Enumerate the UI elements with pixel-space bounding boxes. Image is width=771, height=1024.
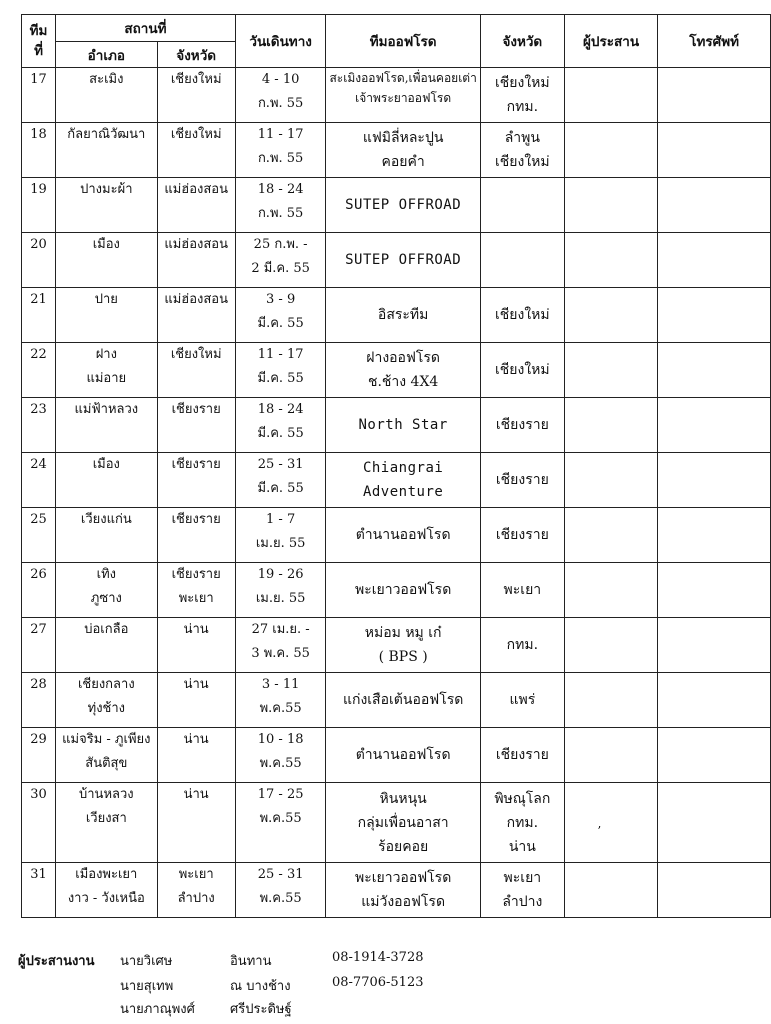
cell-line: เชียงราย	[495, 472, 549, 488]
cell-line: 11 - 17	[257, 127, 304, 142]
team-province-cell	[480, 783, 564, 863]
cell-line: 11 - 17	[257, 347, 304, 362]
cell-line: ตำนานออฟโรด	[355, 747, 451, 763]
cell-line: 19 - 26	[257, 567, 304, 582]
team-number: 21	[30, 292, 47, 307]
team-number-cell	[22, 508, 56, 563]
province-cell	[157, 123, 235, 178]
cell-line: เชียงใหม่	[495, 75, 550, 91]
phone-cell	[658, 178, 771, 233]
district-cell	[56, 563, 157, 618]
travel-date-cell	[235, 68, 326, 123]
phone-cell	[658, 618, 771, 673]
travel-date-cell	[235, 453, 326, 508]
district-cell	[56, 123, 157, 178]
team-number: 19	[30, 182, 47, 197]
team-number: 26	[30, 567, 47, 582]
cell-line: มี.ค. 55	[257, 316, 304, 331]
phone-cell	[658, 288, 771, 343]
cell-line: 1 - 7	[266, 512, 296, 527]
team-number: 25	[30, 512, 47, 527]
cell-line: พะเยาวออฟโรด	[354, 582, 452, 598]
header-team-no: ทีม ที่	[22, 15, 56, 68]
travel-date-cell	[235, 288, 326, 343]
cell-line: 10 - 18	[257, 732, 304, 747]
cell-line: 25 - 31	[257, 867, 304, 882]
team-number-cell	[22, 178, 56, 233]
team-province-cell	[480, 618, 564, 673]
cell-line: เชียงกลาง	[77, 677, 135, 692]
coordinator-cell	[564, 233, 657, 288]
travel-date-cell	[235, 343, 326, 398]
cell-line: เชียงใหม่	[170, 72, 222, 87]
offroad-team-cell	[326, 178, 480, 233]
header-district: อำเภอ	[56, 42, 157, 68]
offroad-team-cell	[326, 508, 480, 563]
offroad-team-cell	[326, 563, 480, 618]
phone-cell	[658, 453, 771, 508]
cell-line: มี.ค. 55	[257, 371, 304, 386]
district-cell	[56, 288, 157, 343]
team-number-cell	[22, 343, 56, 398]
coordinator-last-name: ศรีประดิษฐ์	[230, 1002, 292, 1017]
cell-line: Chiangrai	[362, 460, 444, 476]
cell-line: น่าน	[183, 732, 209, 747]
team-number-cell	[22, 68, 56, 123]
coordinator-cell	[564, 563, 657, 618]
table-row	[22, 783, 771, 863]
coordinator-cell	[564, 343, 657, 398]
travel-date-cell	[235, 863, 326, 918]
team-number: 31	[30, 867, 47, 882]
province-cell	[157, 673, 235, 728]
province-cell	[157, 618, 235, 673]
travel-date-cell	[235, 508, 326, 563]
table-row	[22, 398, 771, 453]
phone-cell	[658, 68, 771, 123]
province-cell	[157, 398, 235, 453]
table-row	[22, 728, 771, 783]
cell-line: กทม.	[506, 637, 539, 653]
cell-line: แม่วังออฟโรด	[361, 894, 446, 910]
table-row	[22, 563, 771, 618]
header-coordinator: ผู้ประสาน	[564, 15, 657, 68]
team-number-cell	[22, 783, 56, 863]
cell-line: ปาย	[94, 292, 118, 307]
cell-line: 25 ก.พ. -	[253, 237, 308, 252]
team-province-cell	[480, 563, 564, 618]
district-cell	[56, 728, 157, 783]
team-number-cell	[22, 398, 56, 453]
coordinator-last-name: ณ บางช้าง	[230, 979, 291, 994]
cell-line: ลำปาง	[177, 891, 215, 906]
table-row	[22, 673, 771, 728]
province-cell	[157, 233, 235, 288]
cell-line: ฝางออฟโรด	[366, 350, 441, 366]
team-number-cell	[22, 123, 56, 178]
district-cell	[56, 178, 157, 233]
team-number: 29	[30, 732, 47, 747]
cell-line: SUTEP OFFROAD	[345, 197, 462, 213]
coordinator-cell	[564, 178, 657, 233]
cell-line: มี.ค. 55	[257, 426, 304, 441]
cell-line: ช.ช้าง 4X4	[367, 374, 439, 390]
travel-date-cell	[235, 563, 326, 618]
phone-cell	[658, 563, 771, 618]
cell-line: เชียงใหม่	[170, 347, 222, 362]
cell-line: ปางมะผ้า	[80, 182, 133, 197]
cell-line: พ.ค.55	[259, 701, 302, 716]
cell-line: น่าน	[183, 677, 209, 692]
province-cell	[157, 178, 235, 233]
cell-line: 18 - 24	[257, 402, 304, 417]
cell-line: เมือง	[92, 237, 120, 252]
table-row	[22, 618, 771, 673]
phone-cell	[658, 783, 771, 863]
cell-line: พะเยา	[503, 870, 542, 886]
cell-line: ตำนานออฟโรด	[355, 527, 451, 543]
team-province-cell	[480, 343, 564, 398]
travel-date-cell	[235, 233, 326, 288]
province-cell	[157, 863, 235, 918]
district-cell	[56, 233, 157, 288]
team-province-cell	[480, 863, 564, 918]
cell-line: ก.พ. 55	[257, 206, 304, 221]
coordinators-label: ผู้ประสานงาน	[18, 954, 95, 969]
cell-line: ก.พ. 55	[257, 151, 304, 166]
cell-line: ทุ่งช้าง	[87, 701, 126, 716]
cell-line: พิษณุโลก	[494, 790, 551, 807]
cell-line: North Star	[358, 417, 448, 433]
travel-date-cell	[235, 618, 326, 673]
offroad-team-cell	[326, 123, 480, 178]
cell-line: เจ้าพระยาออฟโรด	[355, 91, 452, 105]
cell-line: ก.พ. 55	[257, 96, 304, 111]
cell-line: พะเยา	[178, 591, 214, 606]
district-cell	[56, 453, 157, 508]
district-cell	[56, 68, 157, 123]
team-number: 18	[30, 127, 47, 142]
cell-line: สะเมิงออฟโรด,เพื่อนคอยเต่า	[329, 71, 477, 85]
table-row	[22, 178, 771, 233]
cell-line: อิสระทีม	[377, 307, 429, 323]
cell-line: เชียงใหม่	[495, 362, 550, 378]
header-place: สถานที่	[56, 15, 236, 42]
cell-line: เวียงสา	[85, 811, 127, 826]
coordinator-cell	[564, 673, 657, 728]
cell-line: พ.ค.55	[259, 891, 302, 906]
cell-line: พะเยา	[178, 867, 214, 882]
travel-date-cell	[235, 398, 326, 453]
team-number: 20	[30, 237, 47, 252]
cell-line: สันติสุข	[85, 756, 128, 771]
cell-line: หินหนุน	[379, 790, 427, 807]
cell-line: พะเยาวออฟโรด	[354, 870, 452, 886]
cell-line: ( BPS )	[378, 649, 428, 665]
cell-line: แม่อาย	[86, 371, 127, 386]
cell-line: เมือง	[92, 457, 120, 472]
cell-line: บ่อเกลือ	[84, 622, 129, 637]
cell-line: ร้อยคอย	[378, 838, 429, 855]
cell-line: แพร่	[509, 692, 536, 708]
cell-line: 3 - 11	[261, 677, 300, 692]
phone-cell	[658, 863, 771, 918]
table-row	[22, 123, 771, 178]
offroad-team-cell	[326, 453, 480, 508]
table-row	[22, 863, 771, 918]
cell-line: เชียงใหม่	[495, 307, 550, 323]
cell-line: 3 พ.ค. 55	[251, 646, 310, 661]
header-phone: โทรศัพท์	[658, 15, 771, 68]
cell-line: เชียงราย	[171, 512, 221, 527]
team-province-cell	[480, 178, 564, 233]
coordinator-cell	[564, 68, 657, 123]
cell-line: น่าน	[183, 622, 209, 637]
cell-line: กัลยาณิวัฒนา	[67, 127, 146, 142]
team-number-cell	[22, 618, 56, 673]
cell-line: แม่ฮ่องสอน	[164, 237, 228, 252]
cell-line: เวียงแก่น	[80, 512, 132, 527]
cell-line: ภูซาง	[90, 591, 122, 606]
cell-line: พ.ค.55	[259, 811, 302, 826]
cell-line: เชียงใหม่	[495, 154, 550, 170]
phone-cell	[658, 728, 771, 783]
cell-line: เทิง	[96, 567, 116, 582]
team-province-cell	[480, 508, 564, 563]
table-row	[22, 508, 771, 563]
team-province-cell	[480, 453, 564, 508]
cell-line: เชียงราย	[495, 417, 549, 433]
team-number: 23	[30, 402, 47, 417]
cell-line: ลำปาง	[502, 894, 543, 910]
cell-line: แม่ฮ่องสอน	[164, 182, 228, 197]
cell-line: 17 - 25	[257, 787, 304, 802]
team-province-cell	[480, 288, 564, 343]
cell-line: แม่จริม - ภูเพียง	[62, 732, 151, 747]
district-cell	[56, 508, 157, 563]
team-number-cell	[22, 288, 56, 343]
district-cell	[56, 398, 157, 453]
table-row	[22, 233, 771, 288]
offroad-team-cell	[326, 783, 480, 863]
offroad-team-cell	[326, 398, 480, 453]
header-team-province: จังหวัด	[480, 15, 564, 68]
cell-line: เชียงราย	[171, 402, 221, 417]
offroad-team-cell	[326, 288, 480, 343]
cell-line: มี.ค. 55	[257, 481, 304, 496]
offroad-team-cell	[326, 233, 480, 288]
table-row	[22, 288, 771, 343]
coordinator-cell	[564, 783, 657, 863]
cell-line: เม.ย. 55	[255, 591, 306, 606]
coordinator-cell	[564, 618, 657, 673]
team-number: 17	[30, 72, 47, 87]
team-number: 22	[30, 347, 47, 362]
phone-cell	[658, 673, 771, 728]
coordinator-phone: 08-1914-3728	[332, 950, 424, 965]
travel-date-cell	[235, 178, 326, 233]
offroad-team-cell	[326, 863, 480, 918]
district-cell	[56, 618, 157, 673]
coordinator-cell	[564, 123, 657, 178]
team-number-cell	[22, 233, 56, 288]
cell-line: เชียงราย	[171, 567, 221, 582]
cell-line: กทม.	[506, 814, 539, 831]
team-number: 30	[30, 787, 47, 802]
team-number-cell	[22, 453, 56, 508]
cell-line: บ้านหลวง	[79, 787, 134, 802]
cell-line: ลำพูน	[504, 130, 540, 146]
team-province-cell	[480, 123, 564, 178]
cell-line: พ.ค.55	[259, 756, 302, 771]
cell-line: 2 มี.ค. 55	[251, 261, 310, 276]
phone-cell	[658, 123, 771, 178]
cell-line: Adventure	[362, 484, 444, 500]
cell-line: แม่ฮ่องสอน	[164, 292, 228, 307]
table-row	[22, 453, 771, 508]
province-cell	[157, 68, 235, 123]
table-row	[22, 343, 771, 398]
cell-line: SUTEP OFFROAD	[345, 252, 462, 268]
team-number: 28	[30, 677, 47, 692]
travel-date-cell	[235, 673, 326, 728]
offroad-team-cell	[326, 728, 480, 783]
coordinator-last-name: อินทาน	[230, 954, 272, 969]
district-cell	[56, 673, 157, 728]
cell-line: 3 - 9	[266, 292, 296, 307]
province-cell	[157, 453, 235, 508]
team-province-cell	[480, 68, 564, 123]
team-province-cell	[480, 673, 564, 728]
province-cell	[157, 783, 235, 863]
team-number-cell	[22, 863, 56, 918]
coordinator-first-name: นายวิเศษ	[120, 954, 173, 969]
team-number: 24	[30, 457, 47, 472]
travel-date-cell	[235, 123, 326, 178]
cell-line: พะเยา	[503, 582, 542, 598]
district-cell	[56, 343, 157, 398]
team-number-cell	[22, 563, 56, 618]
offroad-team-cell	[326, 673, 480, 728]
travel-date-cell	[235, 783, 326, 863]
team-number-cell	[22, 728, 56, 783]
coordinator-first-name: นายภาณุพงศ์	[120, 1002, 195, 1017]
cell-line: เม.ย. 55	[255, 536, 306, 551]
stray-mark: ʼ	[597, 824, 601, 838]
province-cell	[157, 728, 235, 783]
offroad-team-cell	[326, 618, 480, 673]
phone-cell	[658, 233, 771, 288]
offroad-team-cell	[326, 68, 480, 123]
cell-line: หม่อม หมู เก๋	[364, 625, 442, 641]
cell-line: เชียงใหม่	[170, 127, 222, 142]
cell-line: น่าน	[183, 787, 209, 802]
cell-line: เชียงราย	[495, 747, 549, 763]
cell-line: แม่ฟ้าหลวง	[74, 402, 139, 417]
cell-line: เมืองพะเยา	[75, 867, 138, 882]
header-province: จังหวัด	[157, 42, 235, 68]
cell-line: คอยคำ	[381, 154, 425, 170]
coordinator-phone: 08-7706-5123	[332, 975, 424, 990]
phone-cell	[658, 343, 771, 398]
offroad-team-cell	[326, 343, 480, 398]
cell-line: แฟมิลี่หละปูน	[362, 130, 444, 146]
travel-date-cell	[235, 728, 326, 783]
cell-line: งาว - วังเหนือ	[67, 891, 145, 906]
province-cell	[157, 288, 235, 343]
phone-cell	[658, 508, 771, 563]
team-number-cell	[22, 673, 56, 728]
province-cell	[157, 563, 235, 618]
province-cell	[157, 508, 235, 563]
team-province-cell	[480, 728, 564, 783]
table-row	[22, 68, 771, 123]
district-cell	[56, 783, 157, 863]
coordinator-cell	[564, 508, 657, 563]
cell-line: ฝาง	[95, 347, 117, 362]
cell-line: เชียงราย	[495, 527, 549, 543]
cell-line: 25 - 31	[257, 457, 304, 472]
header-offroad-team: ทีมออฟโรด	[326, 15, 480, 68]
table-body	[22, 68, 771, 918]
coordinator-cell	[564, 728, 657, 783]
cell-line: แก่งเสือเต้นออฟโรด	[342, 692, 464, 708]
cell-line: กลุ่มเพื่อนอาสา	[357, 814, 449, 831]
schedule-table	[21, 14, 771, 918]
cell-line: 18 - 24	[257, 182, 304, 197]
cell-line: 4 - 10	[261, 72, 300, 87]
team-province-cell	[480, 398, 564, 453]
coordinator-cell	[564, 863, 657, 918]
coordinator-first-name: นายสุเทพ	[120, 979, 174, 994]
phone-cell	[658, 398, 771, 453]
header-travel-date: วันเดินทาง	[235, 15, 326, 68]
coordinator-cell	[564, 453, 657, 508]
cell-line: 27 เม.ย. -	[251, 622, 310, 637]
district-cell	[56, 863, 157, 918]
coordinator-cell	[564, 288, 657, 343]
cell-line: สะเมิง	[89, 72, 124, 87]
province-cell	[157, 343, 235, 398]
cell-line: น่าน	[508, 838, 536, 855]
cell-line: เชียงราย	[171, 457, 221, 472]
cell-line: กทม.	[506, 99, 539, 115]
team-number: 27	[30, 622, 47, 637]
coordinator-cell	[564, 398, 657, 453]
team-province-cell	[480, 233, 564, 288]
